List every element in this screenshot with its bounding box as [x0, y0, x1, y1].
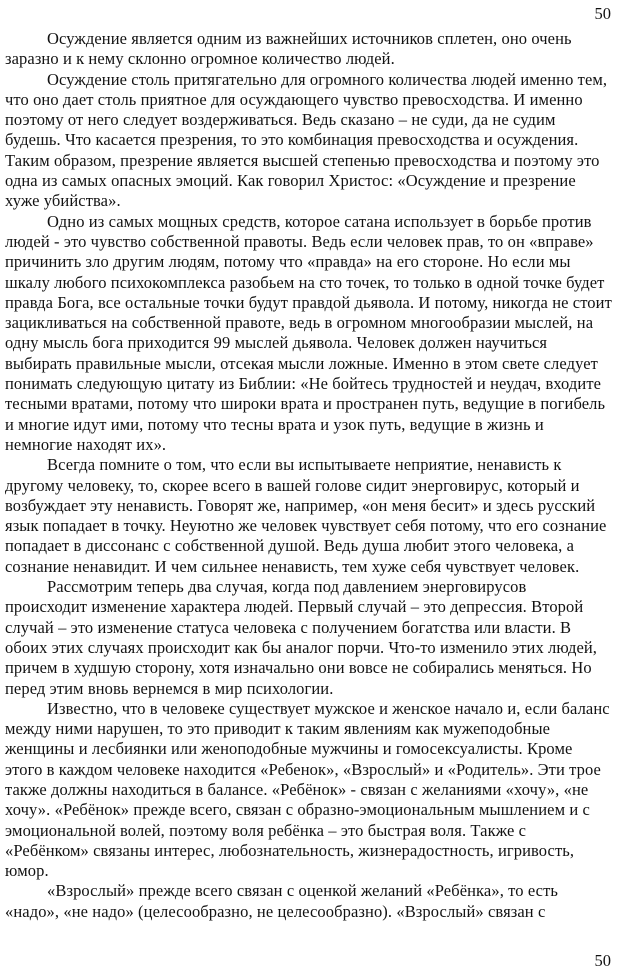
- paragraph: Одно из самых мощных средств, которое сатана использует в борьбе против людей - это чувство собственной правоты. Ведь если человек прав, то он «вправе» причинить зло другим людям, потому что «правда» на его стороне. Но если мы шкалу любого психокомплекса разобьем на сто точек, то только в одной точке будет правда Бога, все остальные точки будут правдой дьявола. И потому, никогда не стоит зацикливаться на собственной правоте, ведь в огромном многообразии мыслей, на одну мысль бога приходится 99 мыслей дьявола. Человек должен научиться выбирать правильные мысли, отсекая мысли ложные. Именно в этом свете следует понимать следующую цитату из Библии: «Не бойтесь трудностей и неудач, входите тесными вратами, потому что широки врата и пространен путь, ведущие в погибель и многие идут ими, потому что тесны врата и узок путь, ведущие в жизнь и немногие находят их».: [5, 211, 612, 454]
- paragraph: Осуждение столь притягательно для огромного количества людей именно тем, что оно дает столь приятное для осуждающего чувство превосходства. И именно поэтому от него следует воздерживаться. Ведь сказано – не суди, да не судим будешь. Что касается презрения, то это комбинация превосходства и осуждения. Таким образом, презрение является высшей степенью превосходства и поэтому это одна из самых опасных эмоций. Как говорил Христос: «Осуждение и презрение хуже убийства».: [5, 69, 608, 211]
- page-number-top: 50: [594, 4, 611, 23]
- paragraph: «Взрослый» прежде всего связан с оценкой желаний «Ребёнка», то есть «надо», «не надо» (целесообразно, не целесообразно). «Взрослый» связан с: [5, 881, 559, 921]
- paragraph: Известно, что в человеке существует мужское и женское начало и, если баланс между ними нарушен, то это приводит к таким явлениям как мужеподобные женщины и лесбиянки или женоподобные мужчины и гомосексуалисты. Кроме этого в каждом человеке находится «Ребенок», «Взрослый» и «Родитель». Эти трое также должны находиться в балансе. «Ребёнок» - связан с желаниями «хочу», «не хочу». «Ребёнок» прежде всего, связан с образно-эмоциональным мышлением и с эмоциональной волей, поэтому воля ребёнка – это быстрая воля. Также с «Ребёнком» связаны интерес, любознательность, жизнерадостность, игривость, юмор.: [5, 698, 610, 881]
- page-number-bottom: 50: [594, 951, 611, 970]
- page-content: [5, 6, 612, 922]
- paragraph: Рассмотрим теперь два случая, когда под давлением энерговирусов происходит изменение характера людей. Первый случай – это депрессия. Второй случай – это изменение статуса человека с получением богатства или власти. В обоих этих случаях происходит как бы аналог порчи. Что-то изменило этих людей, причем в худшую сторону, хотя изначально они вовсе не собирались меняться. Но перед этим вновь вернемся в мир психологии.: [5, 577, 598, 698]
- paragraph: Всегда помните о том, что если вы испытываете неприятие, ненависть к другому человеку, то, скорее всего в вашей голове сидит энерговирус, который и возбуждает эту ненависть. Говорят же, например, «он меня бесит» и здесь русский язык попадает в точку. Неуютно же человек чувствует себя потому, что его сознание попадает в диссонанс с собственной душой. Ведь душа любит этого человека, а сознание ненавидит. И чем сильнее ненависть, тем хуже себя чувствует человек.: [5, 455, 607, 576]
- paragraph: Осуждение является одним из важнейших источников сплетен, оно очень заразно и к нему склонно огромное количество людей.: [5, 29, 572, 69]
